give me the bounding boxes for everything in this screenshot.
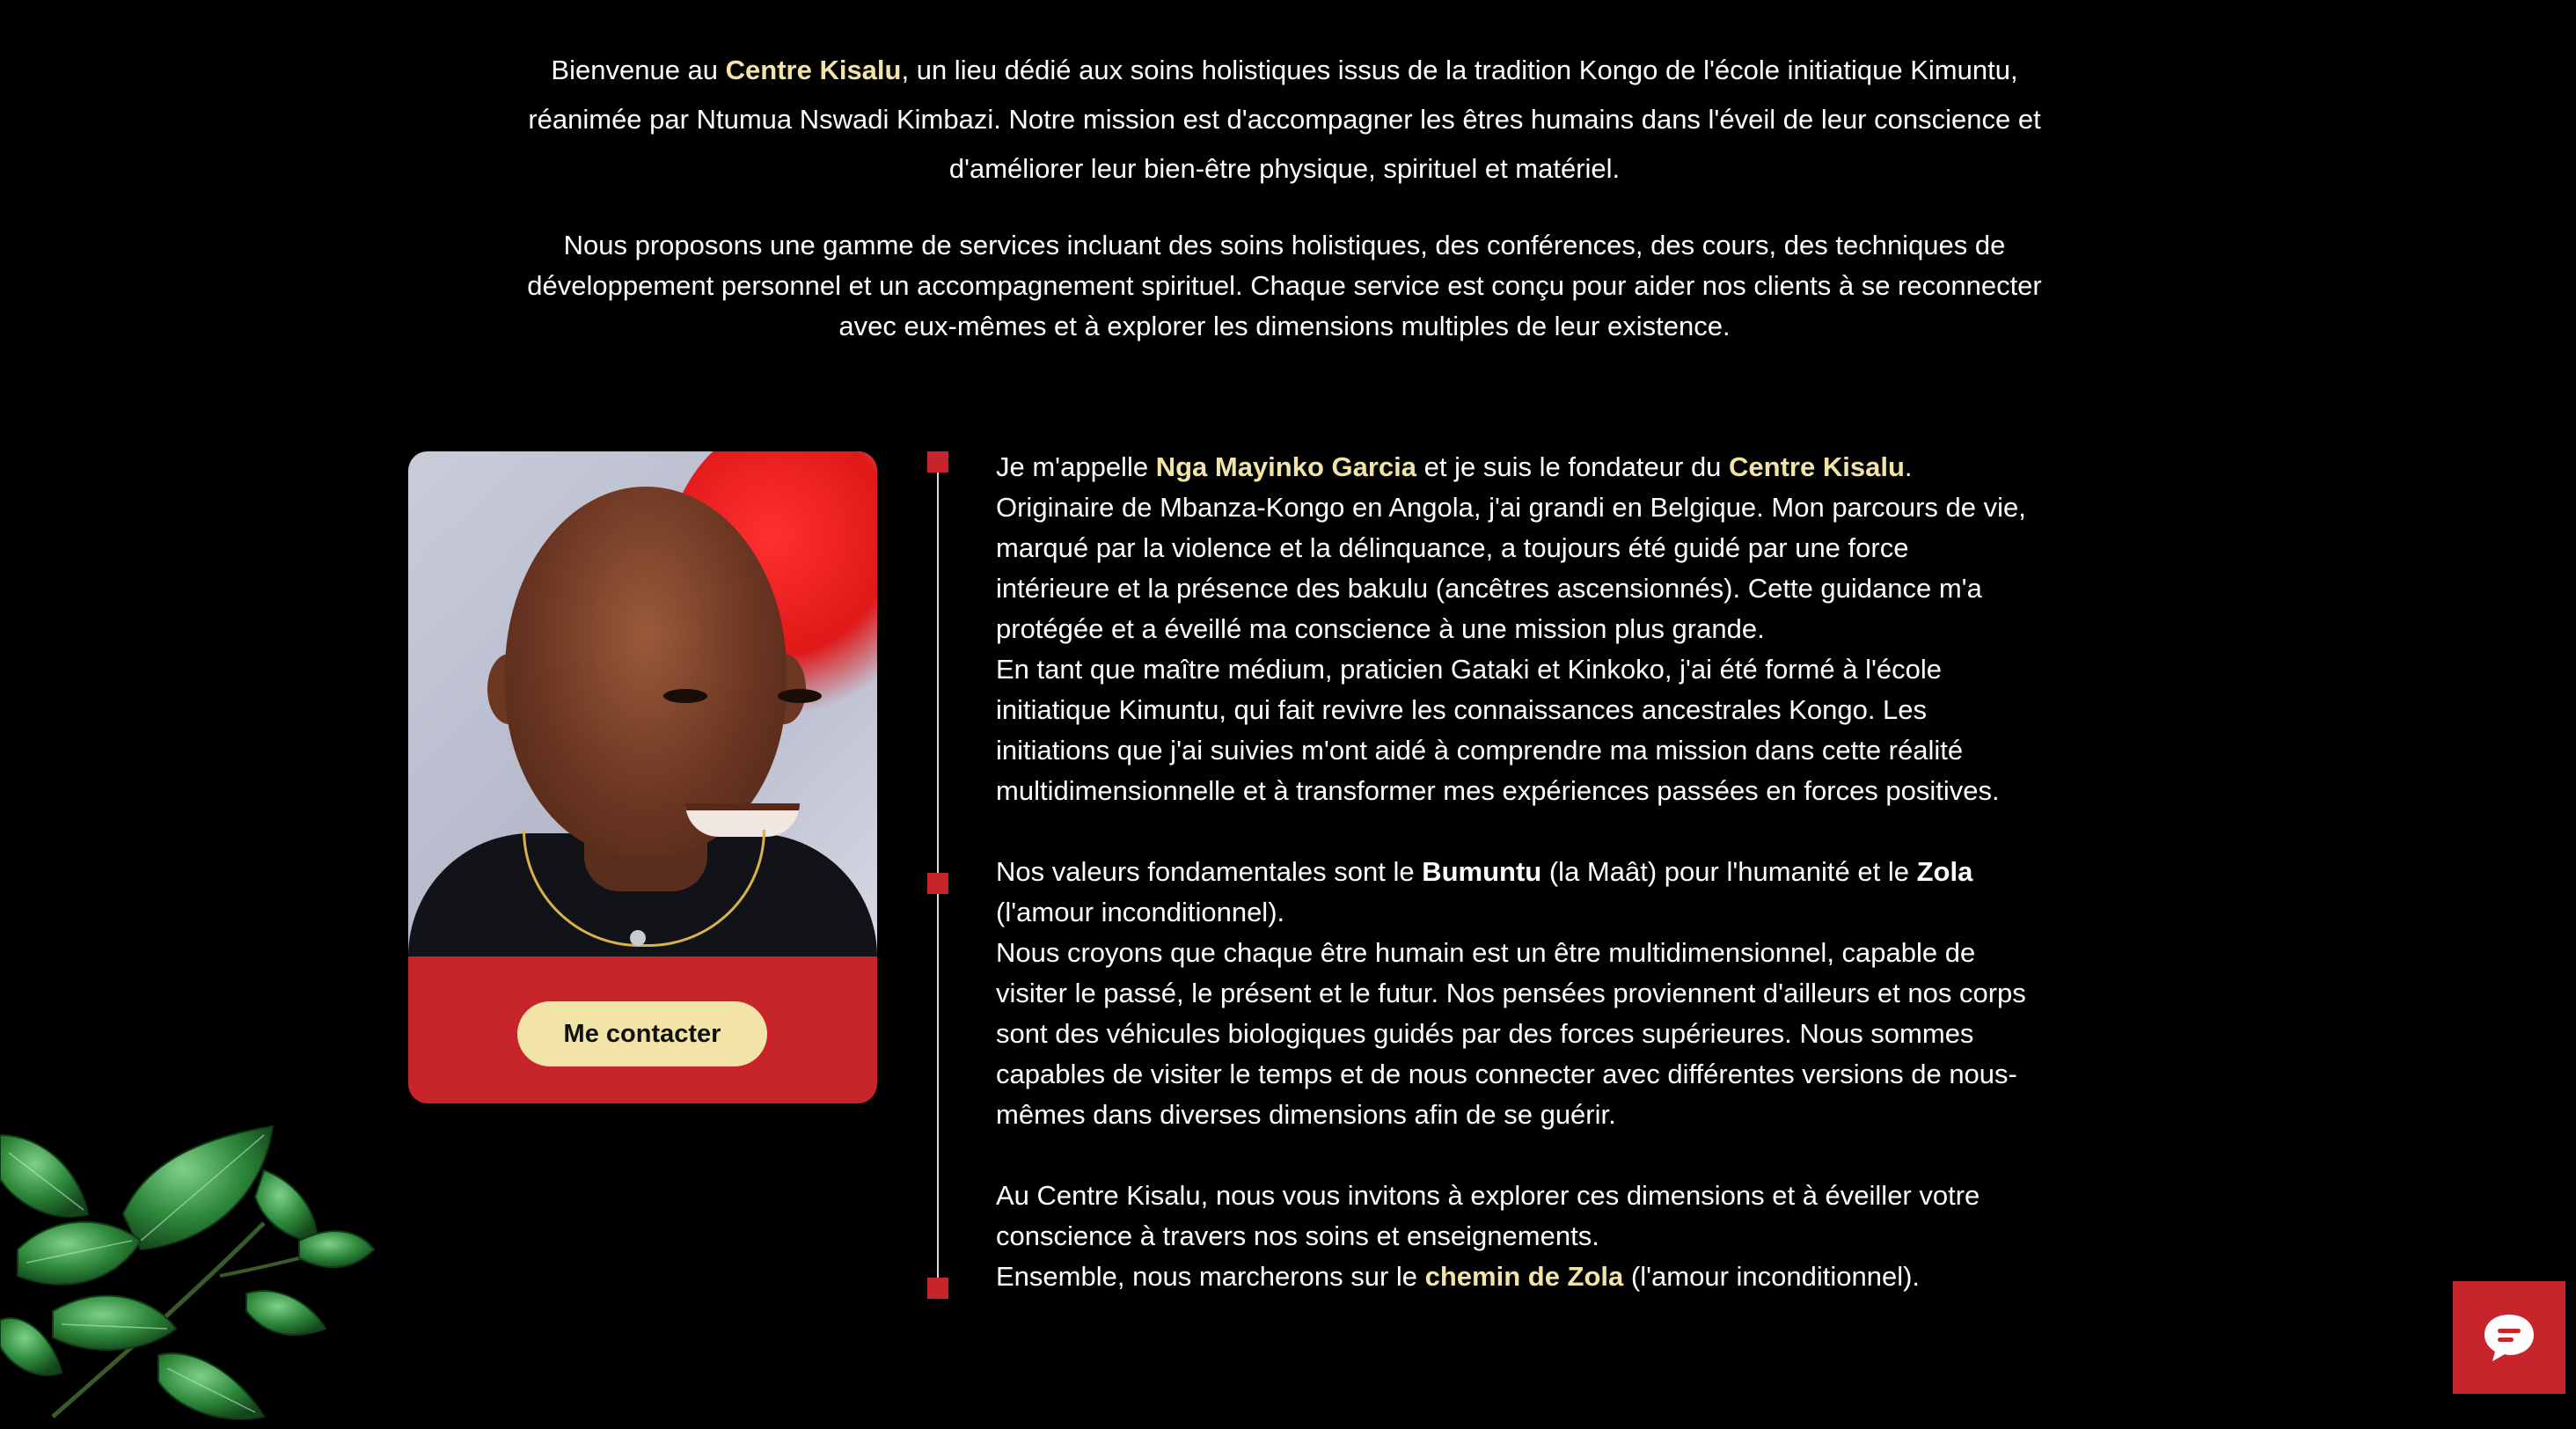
intro-text: développement personnel et un accompagnement spirituel. Chaque service est conçu pour aider nos clients à se reconnecter	[527, 270, 2042, 301]
intro-text: , un lieu dédié aux soins holistiques issus de la tradition Kongo de l'école initiatique Kimuntu,	[901, 55, 2018, 85]
bio-text: .	[1904, 451, 1913, 482]
bio-text: intérieure et la présence des bakulu (ancêtres ascensionnés). Cette guidance m'a	[996, 573, 1982, 604]
value-zola: Zola	[1916, 856, 1973, 887]
bio-text: (l'amour inconditionnel).	[996, 897, 1285, 927]
bio-text: protégée et a éveillé ma conscience à une mission plus grande.	[996, 613, 1765, 644]
bio-text: capables de visiter le temps et de nous connecter avec différentes versions de nous-	[996, 1059, 2017, 1089]
bio-text: (l'amour inconditionnel).	[1623, 1261, 1921, 1292]
profile-card	[408, 451, 877, 1103]
leaves-decoration	[0, 1118, 378, 1429]
bio-text: Nos valeurs fondamentales sont le	[996, 856, 1423, 887]
bio-text: initiations que j'ai suivies m'ont aidé à comprendre ma mission dans cette réalité	[996, 735, 1964, 766]
bio-text: visiter le passé, le présent et le futur. Nos pensées proviennent d'ailleurs et nos corps	[996, 978, 2026, 1008]
intro-paragraph-2	[387, 225, 2182, 347]
bio-text: sont des véhicules biologiques guidés par des forces supérieures. Nous sommes	[996, 1018, 1974, 1049]
founder-name: Nga Mayinko Garcia	[1155, 451, 1417, 482]
founder-bio	[996, 447, 2140, 1297]
bio-text: En tant que maître médium, praticien Gataki et Kinkoko, j'ai été formé à l'école	[996, 654, 1942, 685]
zola-path-highlight: chemin de Zola	[1424, 1261, 1624, 1292]
photo-head	[505, 487, 787, 856]
intro-text: réanimée par Ntumua Nswadi Kimbazi. Notre mission est d'accompagner les êtres humains dans l'éveil de leur conscience et	[528, 104, 2041, 135]
bio-section-1	[996, 447, 2140, 811]
contact-button[interactable]: Me contacter	[517, 1001, 767, 1066]
intro-section	[387, 46, 2182, 347]
timeline-marker	[927, 451, 948, 473]
bio-text: multidimensionnelle et à transformer mes expériences passées en forces positives.	[996, 775, 2000, 806]
value-bumuntu: Bumuntu	[1422, 856, 1542, 887]
timeline-marker	[927, 873, 948, 894]
bio-text: initiatique Kimuntu, qui fait revivre les connaissances ancestrales Kongo. Les	[996, 694, 1928, 725]
brand-name: Centre Kisalu	[725, 55, 902, 85]
timeline-marker	[927, 1278, 948, 1299]
bio-text: Au Centre Kisalu, nous vous invitons à explorer ces dimensions et à éveiller votre	[996, 1180, 1980, 1211]
photo-shirt-button	[630, 930, 646, 946]
intro-text: d'améliorer leur bien-être physique, spirituel et matériel.	[948, 153, 1621, 184]
bio-text: Ensemble, nous marcherons sur le	[996, 1261, 1425, 1292]
intro-text: Nous proposons une gamme de services incluant des soins holistiques, des conférences, des cours, des techniques de	[563, 230, 2006, 260]
photo-eye	[778, 689, 822, 703]
intro-text: Bienvenue au	[551, 55, 726, 85]
bio-text: Originaire de Mbanza-Kongo en Angola, j'ai grandi en Belgique. Mon parcours de vie,	[996, 492, 2026, 523]
bio-text: mêmes dans diverses dimensions afin de se guérir.	[996, 1099, 1616, 1130]
intro-paragraph-1	[387, 46, 2182, 194]
intro-text: avec eux-mêmes et à explorer les dimensions multiples de leur existence.	[838, 311, 1731, 341]
bio-text: (la Maât) pour l'humanité et le	[1541, 856, 1917, 887]
bio-section-2	[996, 852, 2140, 1135]
bio-text: conscience à travers nos soins et enseignements.	[996, 1220, 1599, 1251]
chat-bubble-icon	[2481, 1311, 2537, 1364]
bio-text: Nous croyons que chaque être humain est un être multidimensionnel, capable de	[996, 937, 1976, 968]
founder-photo	[408, 451, 877, 956]
bio-text: Je m'appelle	[996, 451, 1156, 482]
bio-text: et je suis le fondateur du	[1416, 451, 1730, 482]
bio-section-3	[996, 1176, 2140, 1297]
photo-eye	[663, 689, 707, 703]
chat-widget-button[interactable]	[2453, 1281, 2565, 1394]
bio-text: marqué par la violence et la délinquance, a toujours été guidé par une force	[996, 532, 1909, 563]
brand-name: Centre Kisalu	[1729, 451, 1905, 482]
